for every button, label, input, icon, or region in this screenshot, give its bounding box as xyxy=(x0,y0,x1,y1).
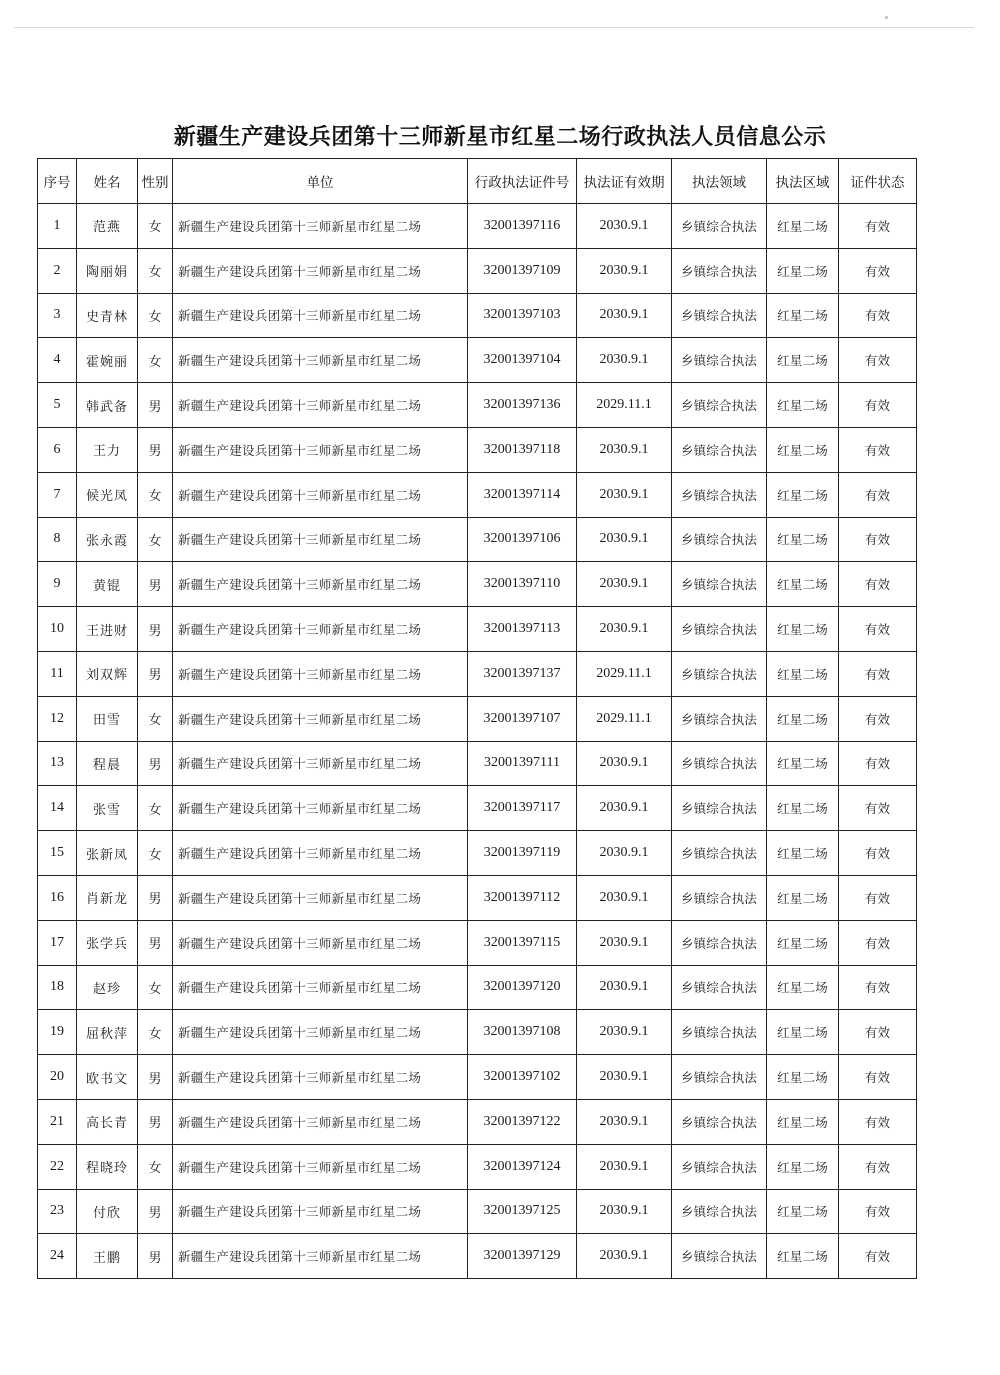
cell-name: 王进财 xyxy=(77,607,138,652)
cell-status: 有效 xyxy=(839,786,917,831)
table-row xyxy=(38,293,917,338)
cell-area: 红星二场 xyxy=(767,741,839,786)
cell-index: 2 xyxy=(38,248,77,293)
cell-index: 16 xyxy=(38,875,77,920)
cell-cert-no: 32001397119 xyxy=(468,831,577,876)
cell-cert-no: 32001397106 xyxy=(468,517,577,562)
cell-index: 3 xyxy=(38,293,77,338)
table-row xyxy=(38,383,917,428)
cell-status: 有效 xyxy=(839,472,917,517)
table-row xyxy=(38,472,917,517)
cell-unit: 新疆生产建设兵团第十三师新星市红星二场 xyxy=(173,1099,468,1144)
cell-index: 14 xyxy=(38,786,77,831)
cell-gender: 女 xyxy=(138,338,173,383)
table-row xyxy=(38,517,917,562)
cell-name: 候光凤 xyxy=(77,472,138,517)
cell-valid-until: 2030.9.1 xyxy=(577,1010,672,1055)
cell-cert-no: 32001397107 xyxy=(468,696,577,741)
cell-cert-no: 32001397110 xyxy=(468,562,577,607)
cell-name: 肖新龙 xyxy=(77,875,138,920)
cell-status: 有效 xyxy=(839,1144,917,1189)
cell-valid-until: 2030.9.1 xyxy=(577,965,672,1010)
cell-field: 乡镇综合执法 xyxy=(672,1189,767,1234)
cell-name: 程晓玲 xyxy=(77,1144,138,1189)
cell-field: 乡镇综合执法 xyxy=(672,786,767,831)
cell-area: 红星二场 xyxy=(767,696,839,741)
cell-status: 有效 xyxy=(839,920,917,965)
cell-status: 有效 xyxy=(839,1189,917,1234)
cell-valid-until: 2030.9.1 xyxy=(577,1055,672,1100)
table-row xyxy=(38,651,917,696)
cell-unit: 新疆生产建设兵团第十三师新星市红星二场 xyxy=(173,651,468,696)
cell-unit: 新疆生产建设兵团第十三师新星市红星二场 xyxy=(173,204,468,249)
cell-cert-no: 32001397114 xyxy=(468,472,577,517)
cell-field: 乡镇综合执法 xyxy=(672,338,767,383)
cell-gender: 女 xyxy=(138,293,173,338)
cell-cert-no: 32001397115 xyxy=(468,920,577,965)
cell-name: 张新凤 xyxy=(77,831,138,876)
cell-valid-until: 2030.9.1 xyxy=(577,562,672,607)
cell-unit: 新疆生产建设兵团第十三师新星市红星二场 xyxy=(173,293,468,338)
cell-status: 有效 xyxy=(839,741,917,786)
cell-gender: 男 xyxy=(138,1099,173,1144)
cell-cert-no: 32001397111 xyxy=(468,741,577,786)
cell-cert-no: 32001397116 xyxy=(468,204,577,249)
cell-name: 张雪 xyxy=(77,786,138,831)
cell-field: 乡镇综合执法 xyxy=(672,741,767,786)
cell-status: 有效 xyxy=(839,517,917,562)
cell-unit: 新疆生产建设兵团第十三师新星市红星二场 xyxy=(173,517,468,562)
cell-gender: 男 xyxy=(138,383,173,428)
table-row xyxy=(38,920,917,965)
cell-status: 有效 xyxy=(839,651,917,696)
cell-gender: 女 xyxy=(138,965,173,1010)
table-row xyxy=(38,562,917,607)
cell-gender: 男 xyxy=(138,1189,173,1234)
cell-gender: 女 xyxy=(138,204,173,249)
cell-field: 乡镇综合执法 xyxy=(672,293,767,338)
cell-gender: 男 xyxy=(138,920,173,965)
cell-status: 有效 xyxy=(839,204,917,249)
cell-cert-no: 32001397137 xyxy=(468,651,577,696)
cell-gender: 男 xyxy=(138,562,173,607)
cell-index: 12 xyxy=(38,696,77,741)
cell-index: 6 xyxy=(38,427,77,472)
cell-index: 18 xyxy=(38,965,77,1010)
cell-gender: 男 xyxy=(138,607,173,652)
cell-index: 4 xyxy=(38,338,77,383)
cell-index: 21 xyxy=(38,1099,77,1144)
cell-field: 乡镇综合执法 xyxy=(672,651,767,696)
cell-unit: 新疆生产建设兵团第十三师新星市红星二场 xyxy=(173,383,468,428)
cell-field: 乡镇综合执法 xyxy=(672,1055,767,1100)
cell-unit: 新疆生产建设兵团第十三师新星市红星二场 xyxy=(173,696,468,741)
cell-name: 刘双辉 xyxy=(77,651,138,696)
table-row xyxy=(38,741,917,786)
header-unit: 单位 xyxy=(173,159,468,204)
cell-index: 10 xyxy=(38,607,77,652)
cell-valid-until: 2030.9.1 xyxy=(577,1144,672,1189)
header-cert-no: 行政执法证件号 xyxy=(468,159,577,204)
cell-status: 有效 xyxy=(839,1099,917,1144)
cell-area: 红星二场 xyxy=(767,204,839,249)
cell-gender: 男 xyxy=(138,1055,173,1100)
table-body xyxy=(38,204,917,1279)
document-title: 新疆生产建设兵团第十三师新星市红星二场行政执法人员信息公示 xyxy=(173,124,827,150)
cell-field: 乡镇综合执法 xyxy=(672,1234,767,1279)
cell-valid-until: 2030.9.1 xyxy=(577,472,672,517)
cell-name: 张学兵 xyxy=(77,920,138,965)
cell-gender: 女 xyxy=(138,1010,173,1055)
cell-area: 红星二场 xyxy=(767,562,839,607)
cell-status: 有效 xyxy=(839,248,917,293)
table-row xyxy=(38,1144,917,1189)
cell-cert-no: 32001397122 xyxy=(468,1099,577,1144)
cell-valid-until: 2030.9.1 xyxy=(577,248,672,293)
cell-valid-until: 2030.9.1 xyxy=(577,1234,672,1279)
cell-field: 乡镇综合执法 xyxy=(672,1099,767,1144)
cell-unit: 新疆生产建设兵团第十三师新星市红星二场 xyxy=(173,786,468,831)
cell-name: 王鹏 xyxy=(77,1234,138,1279)
scan-speck xyxy=(885,16,888,19)
personnel-table xyxy=(37,158,917,1279)
cell-area: 红星二场 xyxy=(767,1010,839,1055)
cell-area: 红星二场 xyxy=(767,427,839,472)
table-row xyxy=(38,1055,917,1100)
cell-unit: 新疆生产建设兵团第十三师新星市红星二场 xyxy=(173,1189,468,1234)
header-valid-until: 执法证有效期 xyxy=(577,159,672,204)
cell-cert-no: 32001397124 xyxy=(468,1144,577,1189)
cell-status: 有效 xyxy=(839,875,917,920)
cell-name: 陶丽娟 xyxy=(77,248,138,293)
header-gender: 性别 xyxy=(138,159,173,204)
cell-name: 赵珍 xyxy=(77,965,138,1010)
cell-valid-until: 2030.9.1 xyxy=(577,741,672,786)
cell-cert-no: 32001397112 xyxy=(468,875,577,920)
cell-gender: 女 xyxy=(138,696,173,741)
cell-area: 红星二场 xyxy=(767,786,839,831)
cell-field: 乡镇综合执法 xyxy=(672,562,767,607)
cell-index: 13 xyxy=(38,741,77,786)
cell-field: 乡镇综合执法 xyxy=(672,920,767,965)
cell-unit: 新疆生产建设兵团第十三师新星市红星二场 xyxy=(173,965,468,1010)
cell-status: 有效 xyxy=(839,383,917,428)
cell-index: 17 xyxy=(38,920,77,965)
cell-field: 乡镇综合执法 xyxy=(672,831,767,876)
cell-field: 乡镇综合执法 xyxy=(672,1010,767,1055)
table-row xyxy=(38,204,917,249)
table-row xyxy=(38,1099,917,1144)
header-field: 执法领域 xyxy=(672,159,767,204)
cell-area: 红星二场 xyxy=(767,1099,839,1144)
cell-unit: 新疆生产建设兵团第十三师新星市红星二场 xyxy=(173,472,468,517)
header-area: 执法区域 xyxy=(767,159,839,204)
cell-gender: 女 xyxy=(138,472,173,517)
cell-field: 乡镇综合执法 xyxy=(672,383,767,428)
cell-cert-no: 32001397108 xyxy=(468,1010,577,1055)
cell-valid-until: 2030.9.1 xyxy=(577,920,672,965)
table-row xyxy=(38,831,917,876)
cell-cert-no: 32001397120 xyxy=(468,965,577,1010)
cell-index: 23 xyxy=(38,1189,77,1234)
cell-gender: 女 xyxy=(138,248,173,293)
cell-status: 有效 xyxy=(839,562,917,607)
cell-name: 王力 xyxy=(77,427,138,472)
header-name: 姓名 xyxy=(77,159,138,204)
cell-area: 红星二场 xyxy=(767,1189,839,1234)
cell-unit: 新疆生产建设兵团第十三师新星市红星二场 xyxy=(173,920,468,965)
cell-valid-until: 2030.9.1 xyxy=(577,293,672,338)
table-row xyxy=(38,786,917,831)
cell-unit: 新疆生产建设兵团第十三师新星市红星二场 xyxy=(173,248,468,293)
cell-status: 有效 xyxy=(839,1234,917,1279)
cell-name: 黄锟 xyxy=(77,562,138,607)
cell-name: 田雪 xyxy=(77,696,138,741)
cell-index: 1 xyxy=(38,204,77,249)
cell-name: 高长青 xyxy=(77,1099,138,1144)
cell-valid-until: 2030.9.1 xyxy=(577,517,672,562)
cell-field: 乡镇综合执法 xyxy=(672,204,767,249)
cell-status: 有效 xyxy=(839,965,917,1010)
cell-valid-until: 2030.9.1 xyxy=(577,427,672,472)
table-header-row xyxy=(38,159,917,204)
cell-index: 22 xyxy=(38,1144,77,1189)
table-row xyxy=(38,1189,917,1234)
cell-unit: 新疆生产建设兵团第十三师新星市红星二场 xyxy=(173,607,468,652)
cell-status: 有效 xyxy=(839,293,917,338)
cell-index: 7 xyxy=(38,472,77,517)
cell-unit: 新疆生产建设兵团第十三师新星市红星二场 xyxy=(173,741,468,786)
cell-unit: 新疆生产建设兵团第十三师新星市红星二场 xyxy=(173,427,468,472)
cell-name: 范燕 xyxy=(77,204,138,249)
cell-valid-until: 2030.9.1 xyxy=(577,786,672,831)
cell-unit: 新疆生产建设兵团第十三师新星市红星二场 xyxy=(173,1234,468,1279)
cell-field: 乡镇综合执法 xyxy=(672,696,767,741)
cell-area: 红星二场 xyxy=(767,965,839,1010)
table-row xyxy=(38,338,917,383)
cell-valid-until: 2029.11.1 xyxy=(577,383,672,428)
cell-field: 乡镇综合执法 xyxy=(672,875,767,920)
cell-name: 史青林 xyxy=(77,293,138,338)
cell-gender: 男 xyxy=(138,875,173,920)
cell-status: 有效 xyxy=(839,1055,917,1100)
cell-area: 红星二场 xyxy=(767,831,839,876)
cell-valid-until: 2030.9.1 xyxy=(577,875,672,920)
cell-valid-until: 2030.9.1 xyxy=(577,1189,672,1234)
cell-field: 乡镇综合执法 xyxy=(672,607,767,652)
table-row xyxy=(38,965,917,1010)
cell-gender: 男 xyxy=(138,651,173,696)
table-row xyxy=(38,875,917,920)
cell-cert-no: 32001397109 xyxy=(468,248,577,293)
cell-area: 红星二场 xyxy=(767,1055,839,1100)
cell-area: 红星二场 xyxy=(767,607,839,652)
cell-field: 乡镇综合执法 xyxy=(672,965,767,1010)
cell-unit: 新疆生产建设兵团第十三师新星市红星二场 xyxy=(173,562,468,607)
cell-gender: 女 xyxy=(138,786,173,831)
cell-status: 有效 xyxy=(839,831,917,876)
cell-area: 红星二场 xyxy=(767,293,839,338)
header-index: 序号 xyxy=(38,159,77,204)
cell-status: 有效 xyxy=(839,338,917,383)
cell-valid-until: 2030.9.1 xyxy=(577,338,672,383)
cell-area: 红星二场 xyxy=(767,1234,839,1279)
cell-unit: 新疆生产建设兵团第十三师新星市红星二场 xyxy=(173,875,468,920)
cell-index: 20 xyxy=(38,1055,77,1100)
cell-area: 红星二场 xyxy=(767,1144,839,1189)
cell-status: 有效 xyxy=(839,607,917,652)
header-status: 证件状态 xyxy=(839,159,917,204)
cell-cert-no: 32001397113 xyxy=(468,607,577,652)
cell-gender: 女 xyxy=(138,831,173,876)
table-row xyxy=(38,1234,917,1279)
cell-gender: 女 xyxy=(138,1144,173,1189)
table-row xyxy=(38,1010,917,1055)
cell-field: 乡镇综合执法 xyxy=(672,427,767,472)
cell-valid-until: 2030.9.1 xyxy=(577,607,672,652)
cell-status: 有效 xyxy=(839,696,917,741)
cell-area: 红星二场 xyxy=(767,920,839,965)
cell-status: 有效 xyxy=(839,1010,917,1055)
cell-cert-no: 32001397125 xyxy=(468,1189,577,1234)
cell-cert-no: 32001397118 xyxy=(468,427,577,472)
cell-cert-no: 32001397129 xyxy=(468,1234,577,1279)
cell-index: 5 xyxy=(38,383,77,428)
cell-index: 11 xyxy=(38,651,77,696)
cell-unit: 新疆生产建设兵团第十三师新星市红星二场 xyxy=(173,1144,468,1189)
cell-unit: 新疆生产建设兵团第十三师新星市红星二场 xyxy=(173,338,468,383)
cell-index: 15 xyxy=(38,831,77,876)
cell-area: 红星二场 xyxy=(767,875,839,920)
cell-area: 红星二场 xyxy=(767,651,839,696)
cell-field: 乡镇综合执法 xyxy=(672,1144,767,1189)
cell-area: 红星二场 xyxy=(767,383,839,428)
cell-cert-no: 32001397102 xyxy=(468,1055,577,1100)
cell-name: 屈秋萍 xyxy=(77,1010,138,1055)
cell-name: 付欣 xyxy=(77,1189,138,1234)
cell-valid-until: 2029.11.1 xyxy=(577,696,672,741)
cell-gender: 男 xyxy=(138,741,173,786)
cell-index: 9 xyxy=(38,562,77,607)
cell-gender: 男 xyxy=(138,427,173,472)
cell-index: 24 xyxy=(38,1234,77,1279)
table-row xyxy=(38,607,917,652)
table-row xyxy=(38,427,917,472)
cell-gender: 男 xyxy=(138,1234,173,1279)
cell-index: 8 xyxy=(38,517,77,562)
cell-cert-no: 32001397104 xyxy=(468,338,577,383)
cell-area: 红星二场 xyxy=(767,517,839,562)
cell-cert-no: 32001397117 xyxy=(468,786,577,831)
cell-cert-no: 32001397103 xyxy=(468,293,577,338)
cell-area: 红星二场 xyxy=(767,248,839,293)
cell-gender: 女 xyxy=(138,517,173,562)
cell-area: 红星二场 xyxy=(767,338,839,383)
cell-field: 乡镇综合执法 xyxy=(672,517,767,562)
cell-valid-until: 2029.11.1 xyxy=(577,651,672,696)
cell-index: 19 xyxy=(38,1010,77,1055)
cell-field: 乡镇综合执法 xyxy=(672,248,767,293)
cell-valid-until: 2030.9.1 xyxy=(577,831,672,876)
cell-valid-until: 2030.9.1 xyxy=(577,204,672,249)
cell-area: 红星二场 xyxy=(767,472,839,517)
cell-unit: 新疆生产建设兵团第十三师新星市红星二场 xyxy=(173,1055,468,1100)
cell-name: 韩武备 xyxy=(77,383,138,428)
table-row xyxy=(38,696,917,741)
cell-field: 乡镇综合执法 xyxy=(672,472,767,517)
cell-name: 程晨 xyxy=(77,741,138,786)
cell-name: 霍婉丽 xyxy=(77,338,138,383)
cell-valid-until: 2030.9.1 xyxy=(577,1099,672,1144)
cell-cert-no: 32001397136 xyxy=(468,383,577,428)
table-row xyxy=(38,248,917,293)
cell-name: 张永霞 xyxy=(77,517,138,562)
cell-unit: 新疆生产建设兵团第十三师新星市红星二场 xyxy=(173,831,468,876)
cell-unit: 新疆生产建设兵团第十三师新星市红星二场 xyxy=(173,1010,468,1055)
cell-status: 有效 xyxy=(839,427,917,472)
scan-border-line xyxy=(14,27,974,28)
cell-name: 欧书文 xyxy=(77,1055,138,1100)
